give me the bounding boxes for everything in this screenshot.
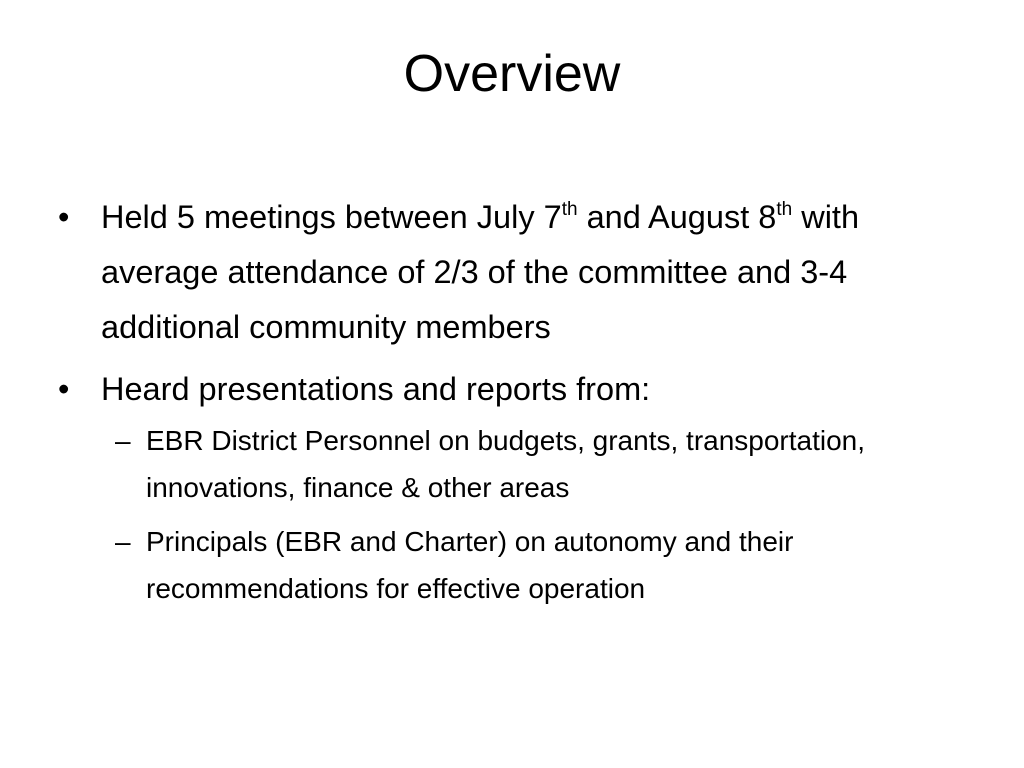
dash-icon: – (115, 526, 131, 557)
bullet-icon: • (58, 371, 70, 407)
sub-bullet-item (101, 417, 963, 511)
bullet-text: Held 5 meetings between July 7 (101, 199, 562, 235)
sub-bullet-list (101, 417, 963, 612)
dash-icon: – (115, 425, 131, 456)
bullet-item-meetings (58, 190, 963, 355)
bullet-icon: • (58, 199, 70, 235)
bullet-list (58, 190, 963, 612)
slide-title: Overview (403, 45, 621, 103)
bullet-text: with average attendance of 2/3 of the committee and 3-4 additional community members (101, 199, 860, 345)
bullet-item-presentations (58, 362, 963, 612)
sub-bullet-text: Principals (EBR and Charter) on autonomy and their recommendations for effective operation (146, 526, 794, 604)
superscript: th (776, 199, 793, 220)
sub-bullet-text: EBR District Personnel on budgets, grants, transportation, innovations, finance & other areas (146, 425, 866, 503)
superscript: th (561, 199, 578, 220)
sub-bullet-item (101, 518, 963, 612)
bullet-text: and August 8 (577, 199, 777, 235)
bullet-text: Heard presentations and reports from: (101, 371, 651, 407)
slide-body (58, 190, 963, 619)
